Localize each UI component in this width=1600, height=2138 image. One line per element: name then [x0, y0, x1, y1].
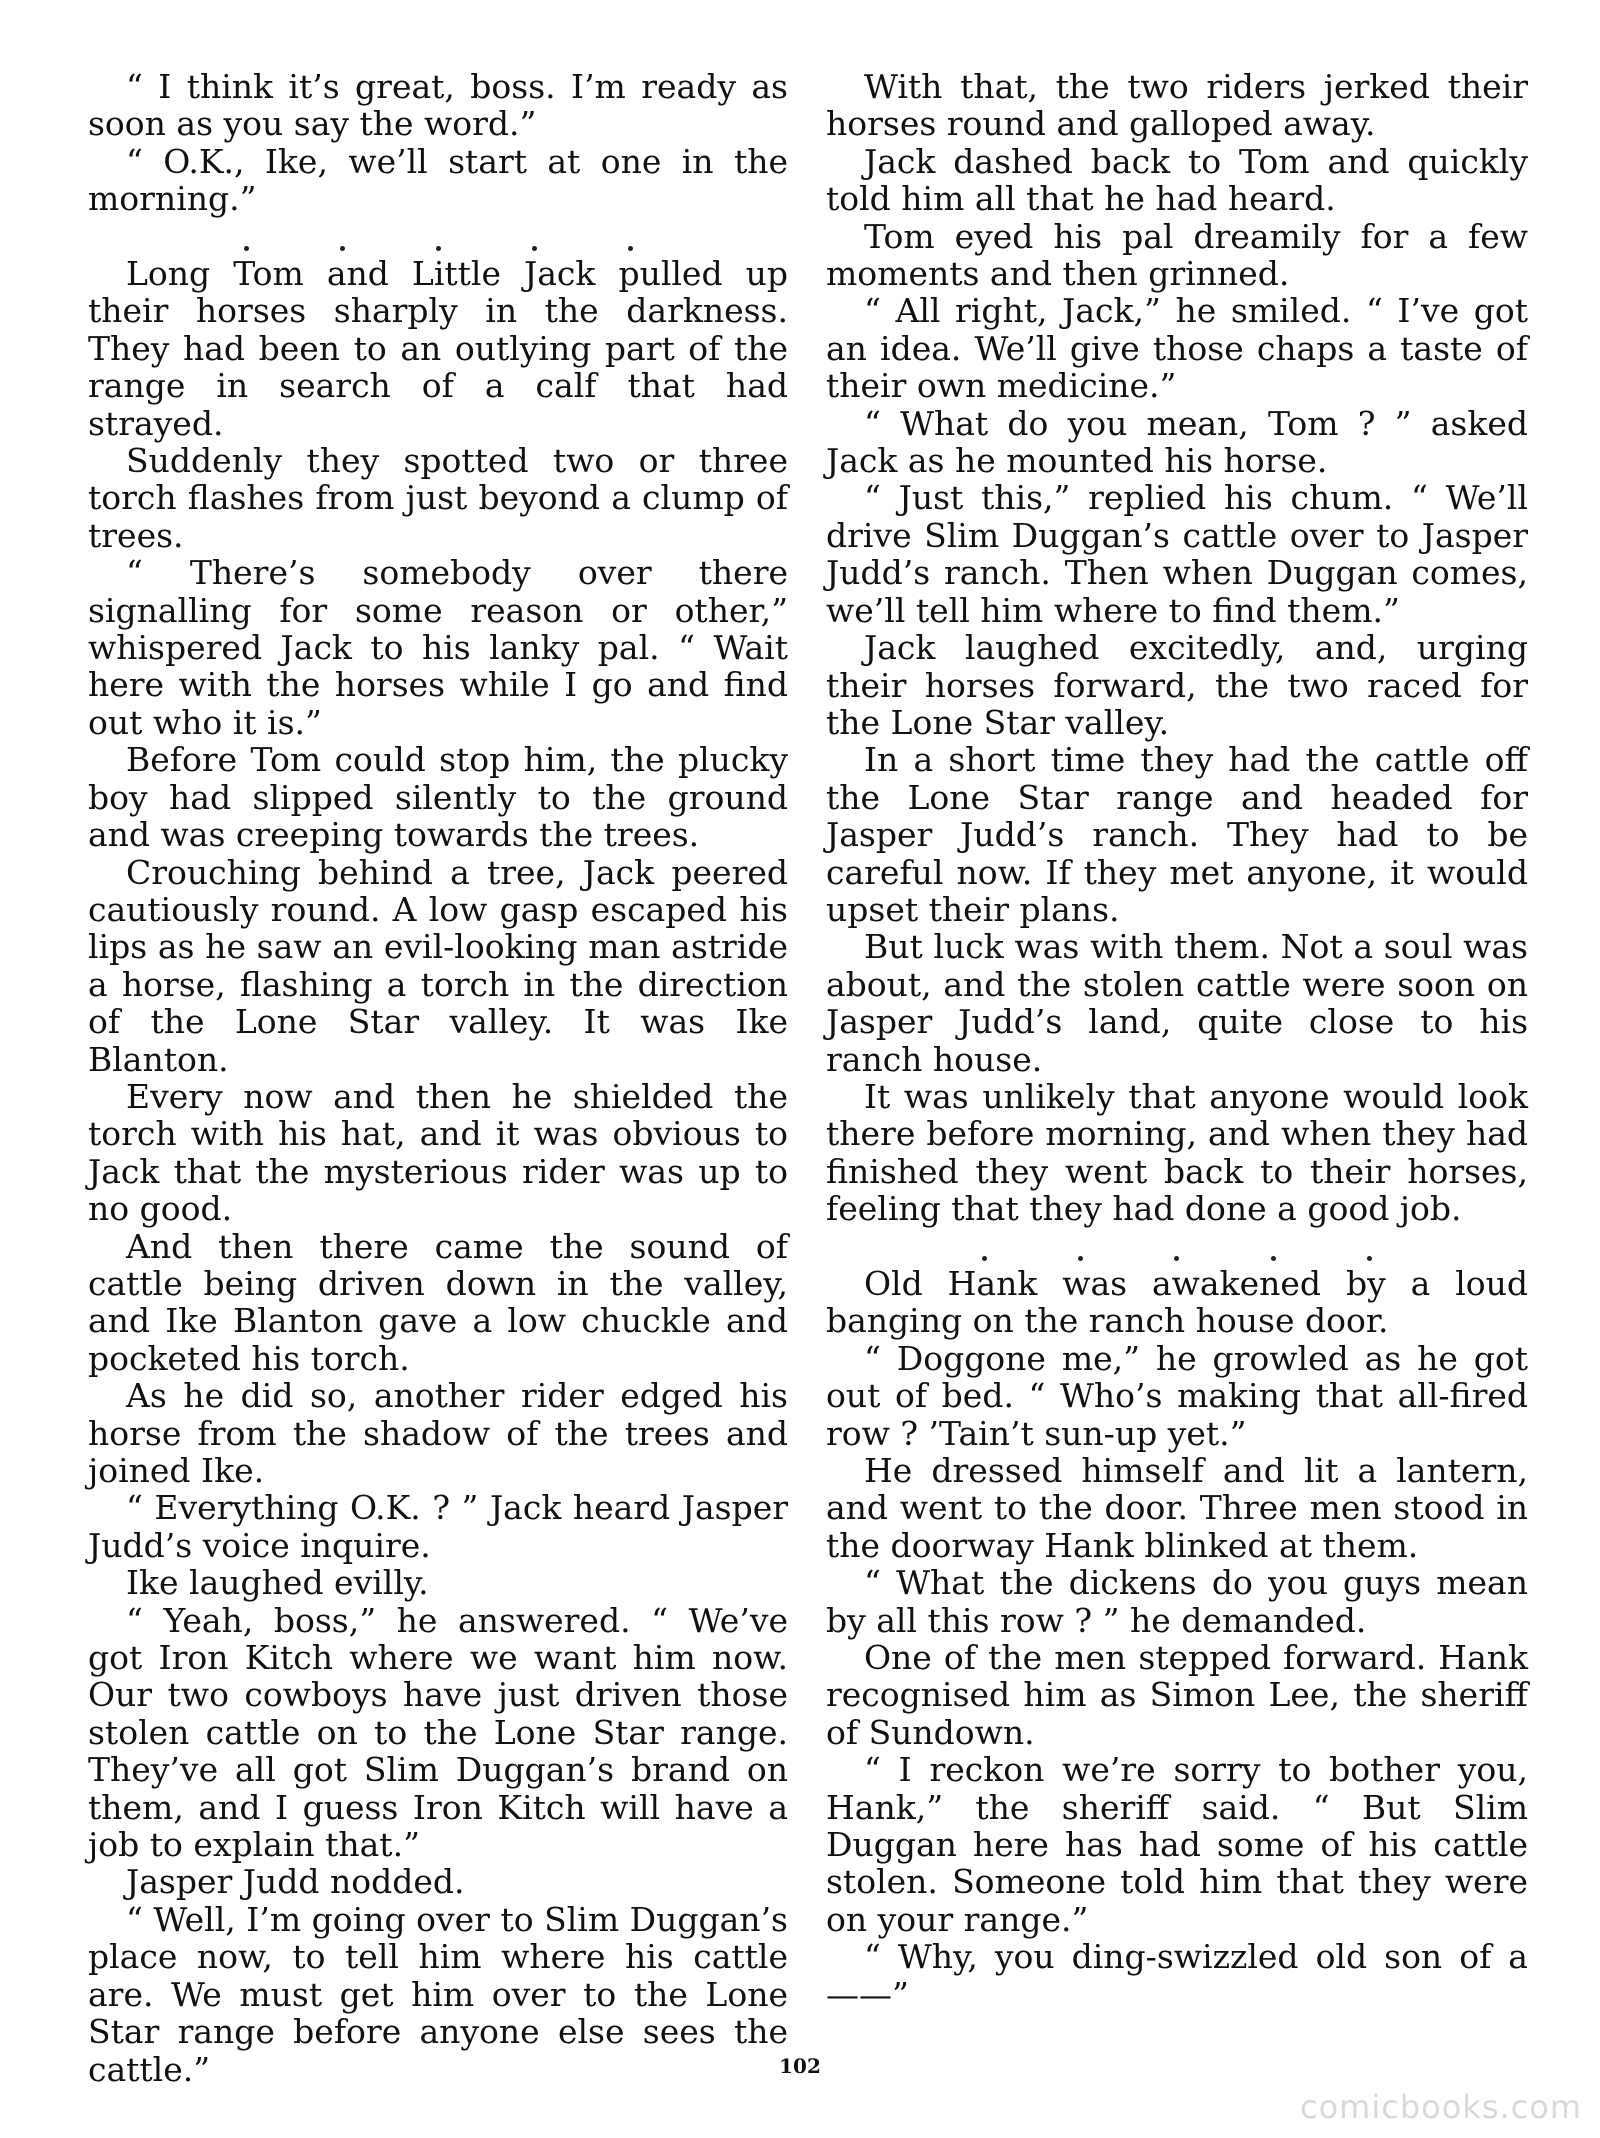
story-paragraph: “ Well, I’m going over to Slim Duggan’s place now, to tell him where his cattle are. We must get him over to the Lone Star range before anyone else sees the cattle.”: [88, 1899, 788, 2089]
story-paragraph: Suddenly they spotted two or three torch flashes from just beyond a clump of trees.: [88, 441, 788, 555]
story-paragraph: Ike laughed evilly.: [126, 1563, 429, 1603]
story-paragraph: “ Just this,” replied his chum. “ We’ll drive Slim Duggan’s cattle over to Jasper Judd’s ranch. Then when Duggan comes, we’ll tell him where to find them.”: [826, 478, 1528, 630]
separator-dot: [1271, 1256, 1276, 1261]
story-paragraph: Long Tom and Little Jack pulled up their horses sharply in the darkness. They had been to an outlying part of the range in search of a calf that had strayed.: [88, 254, 788, 443]
story-paragraph: But luck was with them. Not a soul was about, and the stolen cattle were soon on Jasper Judd’s land, quite close to his ranch house.: [826, 927, 1528, 1079]
separator-dot: [1174, 1256, 1179, 1261]
story-paragraph: Every now and then he shielded the torch with his hat, and it was obvious to Jack that the mysterious rider was up to no good.: [88, 1076, 788, 1229]
story-paragraph: It was unlikely that anyone would look there before morning, and when they had finished they went back to their horses, feeling that they had done a good job.: [826, 1076, 1528, 1229]
story-paragraph: Jack dashed back to Tom and quickly told him all that he had heard.: [826, 141, 1528, 219]
story-paragraph: Jasper Judd nodded.: [126, 1862, 465, 1902]
right-text-column: [826, 68, 1528, 2013]
separator-dot: [1367, 1256, 1372, 1261]
story-paragraph: “ I reckon we’re sorry to bother you, Hank,” the sheriff said. “ But Slim Duggan here has had some of his cattle stolen. Someone told him that they were on your range.”: [826, 1750, 1528, 1939]
watermark-text: comicbooks.com: [1299, 2088, 1582, 2126]
separator-dot: [1078, 1256, 1083, 1261]
separator-dot: [532, 246, 537, 251]
story-paragraph: “ All right, Jack,” he smiled. “ I’ve got an idea. We’ll give those chaps a taste of their own medicine.”: [826, 291, 1528, 406]
story-paragraph: Tom eyed his pal dreamily for a few moments and then grinned.: [826, 216, 1528, 294]
story-paragraph: With that, the two riders jerked their horses round and galloped away.: [826, 67, 1528, 144]
separator-dot: [436, 246, 441, 251]
left-text-column: [88, 68, 788, 2088]
story-paragraph: “ There’s somebody over there signalling for some reason or other,” whispered Jack to his lanky pal. “ Wait here with the horses while I go and find out who it is.”: [88, 553, 788, 742]
separator-dot: [628, 246, 633, 251]
scene-break-separator: [826, 1228, 1528, 1265]
story-paragraph: “ Why, you ding-swizzled old son of a ——”: [826, 1937, 1528, 2014]
story-paragraph: Jack laughed excitedly, and, urging their horses forward, the two raced for the Lone Star valley.: [826, 628, 1528, 742]
story-paragraph: “ Doggone me,” he growled as he got out of bed. “ Who’s making that all-fired row ? ’Tain’t sun-up yet.”: [826, 1338, 1528, 1453]
story-paragraph: “ Everything O.K. ? ” Jack heard Jasper Judd’s voice inquire.: [88, 1488, 788, 1565]
page-number: 102: [779, 2054, 821, 2078]
story-paragraph: “ O.K., Ike, we’ll start at one in the morning.”: [88, 141, 788, 219]
separator-dot: [244, 246, 249, 251]
story-paragraph: As he did so, another rider edged his horse from the shadow of the trees and joined Ike.: [88, 1376, 788, 1491]
story-paragraph: One of the men stepped forward. Hank recognised him as Simon Lee, the sheriff of Sundown.: [826, 1638, 1528, 1752]
story-paragraph: “ Yeah, boss,” he answered. “ We’ve got Iron Kitch where we want him now. Our two cowboys have just driven those stolen cattle on to the Lone Star range. They’ve all got Slim Duggan’s brand on them, and I guess Iron Kitch will have a job to explain that.”: [88, 1600, 788, 1865]
story-paragraph: “ What the dickens do you guys mean by all this row ? ” he demanded.: [826, 1563, 1528, 1640]
story-paragraph: And then there came the sound of cattle being driven down in the valley, and Ike Blanton gave a low chuckle and pocketed his torch.: [88, 1226, 788, 1378]
separator-dot: [340, 246, 345, 251]
story-paragraph: Before Tom could stop him, the plucky boy had slipped silently to the ground and was creeping towards the trees.: [88, 740, 788, 855]
story-paragraph: He dressed himself and lit a lantern, and went to the door. Three men stood in the doorway Hank blinked at them.: [826, 1451, 1528, 1565]
story-paragraph: “ I think it’s great, boss. I’m ready as soon as you say the word.”: [88, 67, 788, 144]
separator-dot: [982, 1256, 987, 1261]
scene-break-separator: [88, 218, 788, 255]
story-paragraph: Crouching behind a tree, Jack peered cautiously round. A low gasp escaped his lips as he saw an evil-looking man astride a horse, flashing a torch in the direction of the Lone Star valley. It was Ike Blanton.: [88, 852, 788, 1079]
story-paragraph: “ What do you mean, Tom ? ” asked Jack as he mounted his horse.: [826, 403, 1528, 481]
story-paragraph: Old Hank was awakened by a loud banging on the ranch house door.: [826, 1263, 1528, 1341]
story-paragraph: In a short time they had the cattle off the Lone Star range and headed for Jasper Judd’s ranch. They had to be careful now. If they met anyone, it would upset their plans.: [826, 740, 1528, 929]
